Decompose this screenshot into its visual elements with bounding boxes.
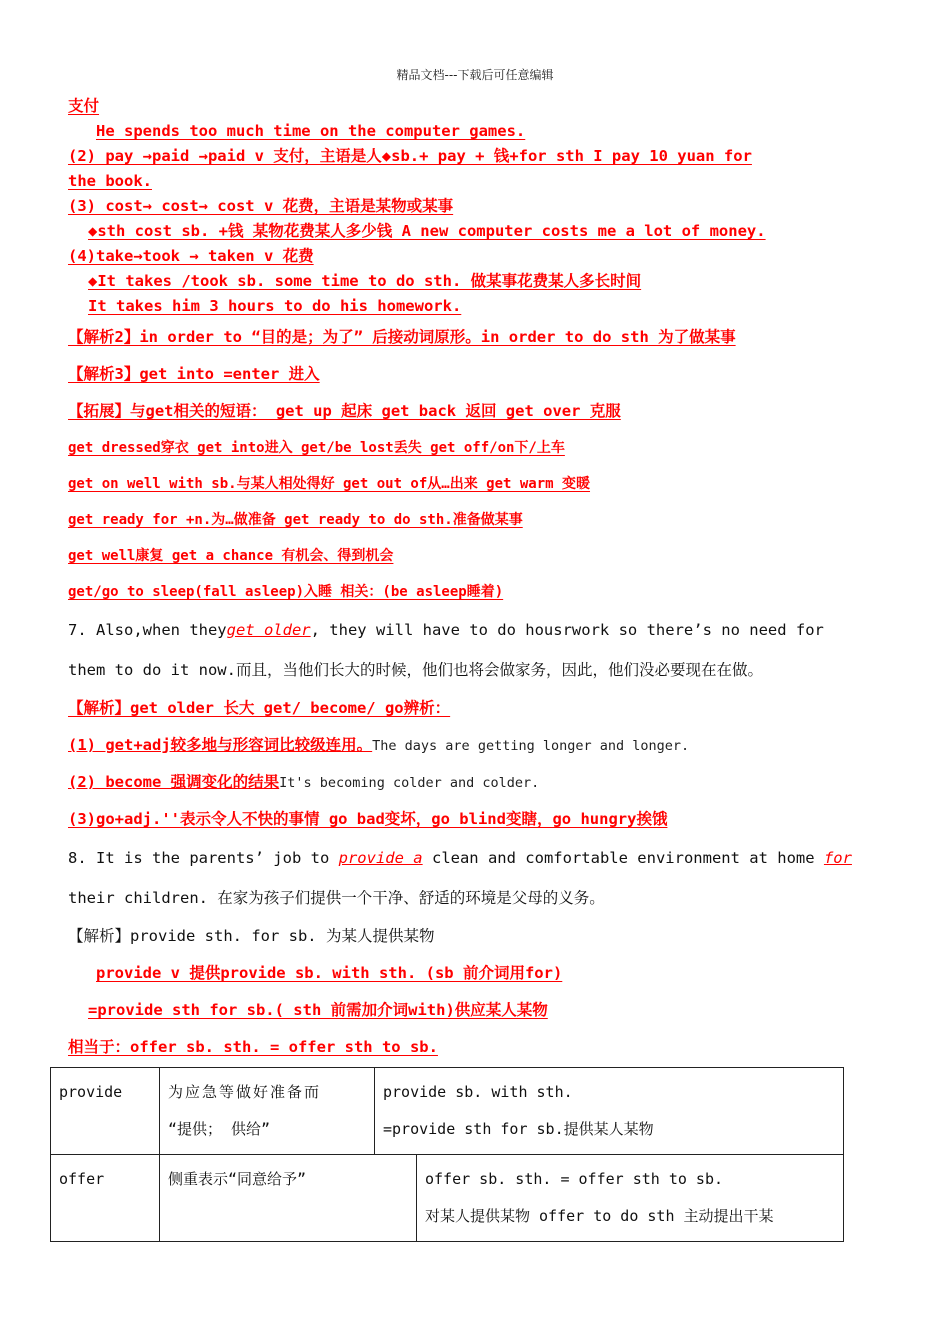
text-line: 【解析2】in order to “目的是；为了” 后接动词原形。in order to do sth 为了做某事 — [68, 328, 736, 346]
analysis-item: (2) become 强调变化的结果It's becoming colder and colder. — [68, 773, 540, 791]
phrase-line: get ready for +n.为…做准备 get ready to do sth.准备做某事 — [68, 512, 523, 528]
text-line: 【拓展】与get相关的短语： get up 起床 get back 返回 get over 克服 — [68, 402, 621, 420]
text-line: It takes him 3 hours to do his homework. — [88, 297, 462, 315]
note-line: =provide sth for sb.( sth 前需加介词with)供应某人某物 — [88, 1001, 548, 1019]
question-8-translation: their children. 在家为孩子们提供一个干净、舒适的环境是父母的义务。 — [68, 889, 605, 907]
text-line: 【解析3】get into =enter 进入 — [68, 365, 320, 383]
note-line: provide v 提供provide sb. with sth. (sb 前介词用for) — [96, 964, 563, 982]
question-7-translation: them to do it now.而且，当他们长大的时候，他们也将会做家务，因此，他们没必要现在在做。 — [68, 661, 763, 679]
question-7: 7. Also,when theyget older, they will have to do housrwork so there’s no need for — [68, 621, 824, 639]
question-8: 8. It is the parents’ job to provide a clean and comfortable environment at home for — [68, 849, 852, 867]
text-line: 支付 — [68, 97, 100, 115]
text-line: ◆It takes /took sb. some time to do sth. 做某事花费某人多长时间 — [88, 272, 642, 290]
table-cell: provide sb. with sth. =provide sth for sb.提供某人某物 — [375, 1068, 844, 1155]
answer-blank: provide a — [338, 849, 423, 867]
text-line: the book. — [68, 172, 152, 190]
text-line: (2) pay →paid →paid v 支付，主语是人◆sb.+ pay + 钱+for sth I pay 10 yuan for — [68, 147, 752, 165]
text-line: (4)take→took → taken v 花费 — [68, 247, 314, 265]
answer-blank: get older — [226, 621, 311, 639]
note-line: 相当于：offer sb. sth. = offer sth to sb. — [68, 1038, 438, 1056]
analysis-item: (1) get+adj较多地与形容词比较级连用。The days are getting longer and longer. — [68, 736, 690, 754]
text-line: ◆sth cost sb. +钱 某物花费某人多少钱 A new computer costs me a lot of money. — [88, 222, 766, 240]
table-cell: offer sb. sth. = offer sth to sb. 对某人提供某物 offer to do sth 主动提出干某 — [417, 1155, 844, 1242]
phrase-line: get on well with sb.与某人相处得好 get out of从…出来 get warm 变暖 — [68, 476, 591, 492]
phrase-line: get well康复 get a chance 有机会、得到机会 — [68, 548, 394, 564]
page-header: 精品文档---下载后可任意编辑 — [396, 68, 554, 82]
table-cell: 侧重表示“同意给予” — [160, 1155, 417, 1242]
comparison-table — [50, 1067, 844, 1242]
table-row — [51, 1068, 844, 1155]
phrase-line: get/go to sleep(fall asleep)入睡 相关：(be asleep睡着) — [68, 584, 504, 600]
table-cell: offer — [51, 1155, 160, 1242]
table-cell: 为应急等做好准备而 “提供； 供给” — [160, 1068, 375, 1155]
table-row — [51, 1155, 844, 1242]
answer-blank: for — [823, 849, 852, 867]
document-body — [68, 94, 883, 1066]
analysis-item: (3)go+adj.''表示令人不快的事情 go bad变坏，go blind变瞎，go hungry挨饿 — [68, 810, 668, 828]
text-line: He spends too much time on the computer games. — [96, 122, 526, 140]
table-cell: provide — [51, 1068, 160, 1155]
text-line: (3) cost→ cost→ cost v 花费，主语是某物或某事 — [68, 197, 454, 215]
analysis-8: 【解析】provide sth. for sb. 为某人提供某物 — [68, 927, 435, 945]
analysis-title: 【解析】get older 长大 get/ become/ go辨析： — [68, 699, 451, 717]
phrase-line: get dressed穿衣 get into进入 get/be lost丢失 get off/on下/上车 — [68, 440, 565, 456]
